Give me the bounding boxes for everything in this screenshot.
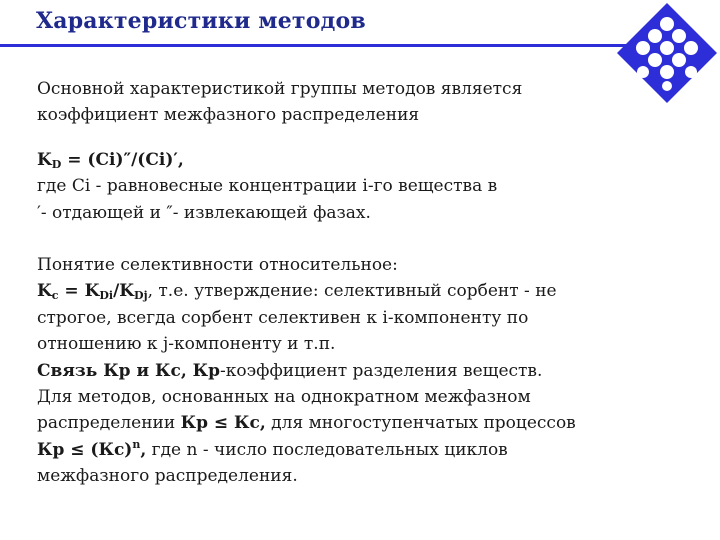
title-underline [0,44,640,47]
kp-definition: -коэффициент разделения веществ. [220,360,543,381]
line7-start: распределении [37,413,181,434]
intro-paragraph [37,76,697,129]
formula-paragraph [37,147,697,226]
kp-le-kc: Кр ≤ Кс, [180,413,266,434]
formula-line-3: ′- отдающей и ″- извлекающей фазах. [37,202,371,223]
kp-kc-relation: Связь Кр и Кс, Кр [37,360,221,381]
selectivity-line-3: строгое, всегда сорбент селективен к i-компоненту по [37,307,529,328]
selectivity-line-6: Для методов, основанных на однократном межфазном [37,387,531,408]
slide-body [37,76,697,490]
intro-line-1: Основной характеристикой группы методов является [37,79,523,99]
kd-formula: $K_D = (Ci)''/(Ci)'$, [37,149,184,171]
kp-le-kc-power: Кр ≤ (Кс)$^n$, [37,437,147,460]
selectivity-paragraph [37,252,697,490]
formula-line-2: где Ci - равновесные концентрации i-го вещества в [37,176,498,197]
selectivity-line-1: Понятие селективности относительное: [37,255,398,276]
line8-end: где n - число последовательных циклов [146,439,508,460]
selectivity-line-4: отношению к j-компоненту и т.п. [37,334,336,355]
line7-end: для многоступенчатых процессов [265,413,576,434]
intro-line-2: коэффициент межфазного распределения [37,105,420,126]
kc-formula: $K_c = K_{Di}/K_{Dj}$ [37,281,148,303]
selectivity-line-9: межфазного распределения. [37,466,298,487]
kc-tail: , т.е. утверждение: селективный сорбент - не [147,281,557,302]
slide-title: Характеристики методов [36,8,366,34]
